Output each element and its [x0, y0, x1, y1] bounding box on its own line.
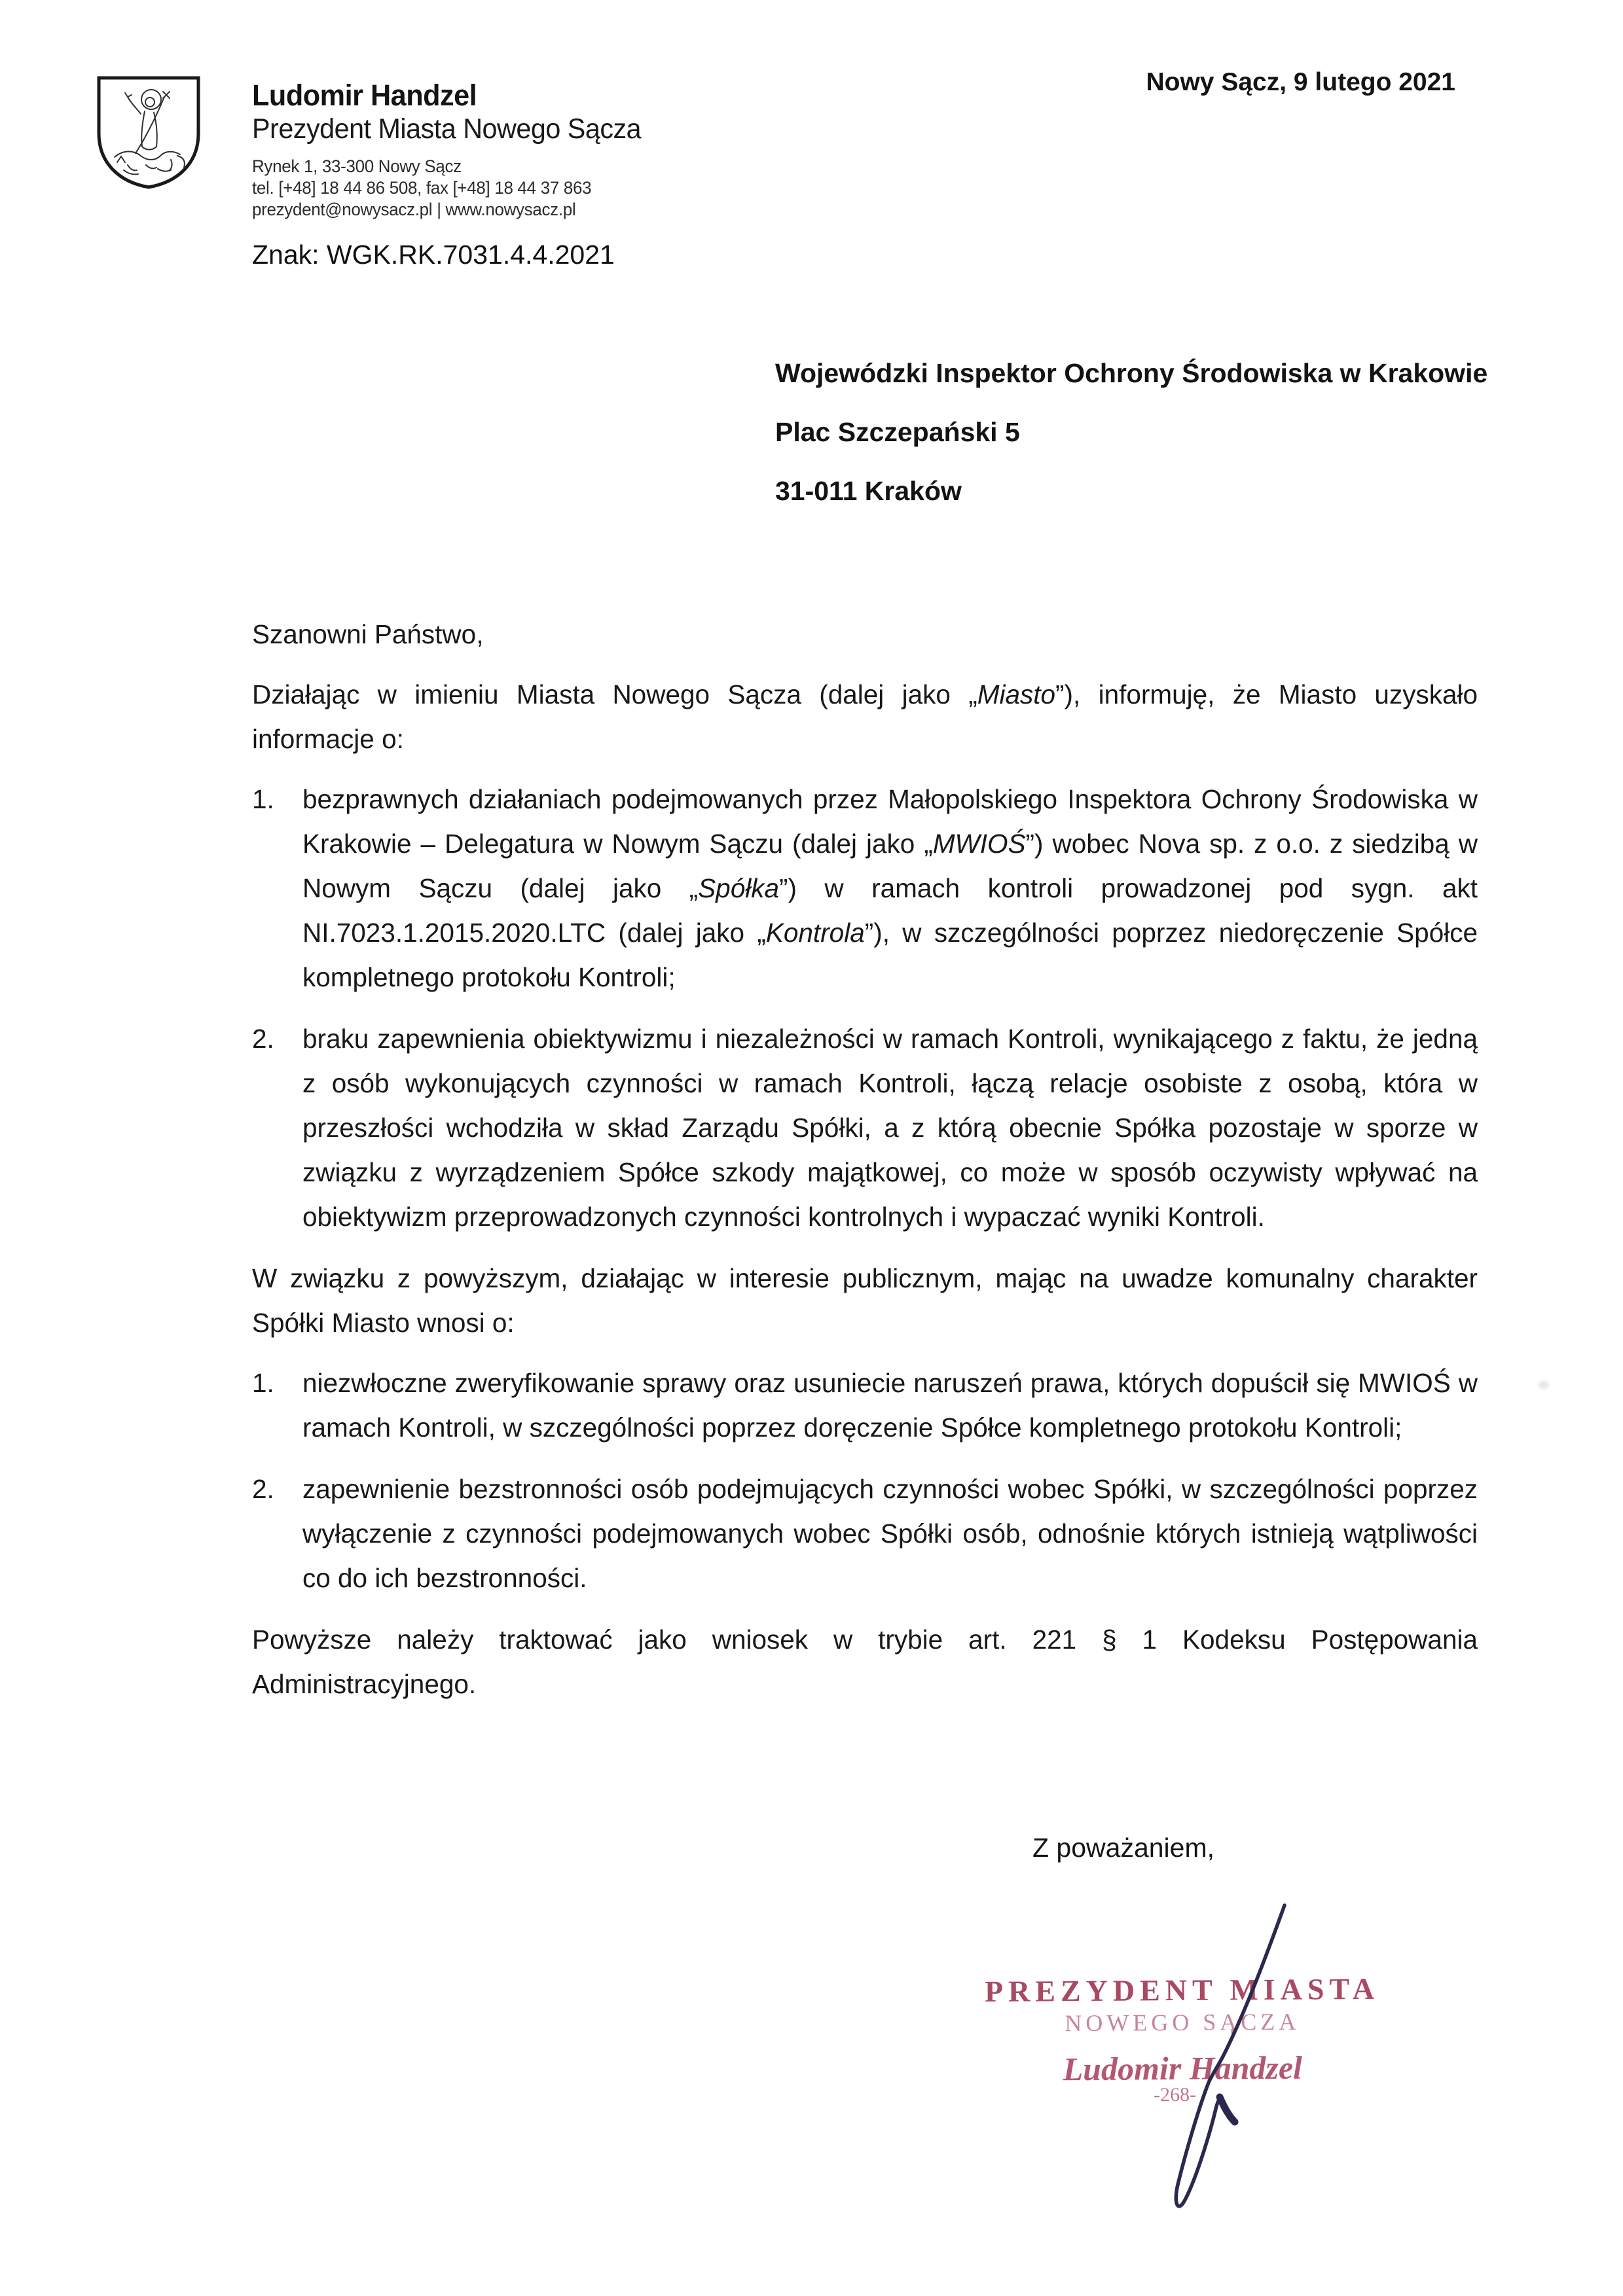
recipient-street: Plac Szczepański 5 [775, 417, 1020, 447]
list-item-number: 2. [252, 1024, 274, 1054]
recipient-city: 31-011 Kraków [775, 476, 962, 506]
list-item-text: niezwłoczne zweryfikowanie sprawy oraz usuniecie naruszeń prawa, których dopuścił się MWIOŚ w ramach Kontroli, w szczególności poprzez doręczenie Spółce kompletnego protokołu Kontroli; [302, 1368, 1478, 1443]
numbered-list-allegations [252, 777, 1478, 1239]
stamp-number-line: -268- [1153, 2083, 1197, 2106]
scan-artifact [1539, 1381, 1549, 1389]
closing-paragraph: Powyższe należy traktować jako wniosek w trybie art. 221 § 1 Kodeksu Postępowania Administracyjnego. [252, 1624, 1478, 1699]
list-item-text: braku zapewnienia obiektywizmu i niezależności w ramach Kontroli, wynikającego z faktu, że jedną z osób wykonujących czynności w ramach Kontroli, łączą relacje osobiste z osobą, która w przeszłości wchodziła w skład Zarządu Spółki, a z którą obecnie Spółka pozostaje w sporze w związku z wyrządzeniem Spółce szkody majątkowej, co może w sposób oczywisty wpływać na obiektywizm przeprowadzonych czynności kontrolnych i wypaczać wyniki Kontroli. [302, 1024, 1478, 1232]
sender-title: Prezydent Miasta Nowego Sącza [252, 113, 642, 145]
sender-name: Ludomir Handzel [252, 79, 477, 112]
numbered-list-requests [252, 1361, 1478, 1600]
intro-paragraph: Działając w imieniu Miasta Nowego Sącza (dalej jako „Miasto”), informuję, że Miasto uzyskało informacje o: [252, 679, 1478, 754]
coat-of-arms-icon [95, 73, 202, 191]
stamp-city-line: NOWEGO SĄCZA [1065, 2008, 1300, 2037]
sign-off: Z poważaniem, [1032, 1833, 1215, 1863]
letter-body [252, 612, 1478, 1722]
sender-email-web: prezydent@nowysacz.pl | www.nowysacz.pl [252, 200, 576, 219]
list-item [252, 1016, 1478, 1239]
list-item-text: zapewnienie bezstronności osób podejmujących czynności wobec Spółki, w szczególności poprzez wyłączenie z czynności podejmowanych wobec Spółki osób, odnośnie których istnieją wątpliwości co do ich bezstronności. [302, 1474, 1478, 1593]
list-item-number: 2. [252, 1474, 274, 1504]
list-item-text: bezprawnych działaniach podejmowanych przez Małopolskiego Inspektora Ochrony Środowiska w Krakowie – Delegatura w Nowym Sączu (dalej jako „MWIOŚ”) wobec Nova sp. z o.o. z siedzibą w Nowym Sączu (dalej jako „Spółka”) w ramach kontroli prowadzonej pod sygn. akt NI.7023.1.2015.2020.LTC (dalej jako „Kontrola”), w szczególności poprzez niedoręczenie Spółce kompletnego protokołu Kontroli; [302, 784, 1478, 992]
sender-contact-block [252, 156, 641, 221]
stamp-name-line: Ludomir Handzel [1063, 2049, 1303, 2088]
letterhead [252, 79, 641, 221]
handwritten-signature-icon [1113, 1885, 1309, 2225]
list-item-number: 1. [252, 1368, 274, 1398]
recipient-name: Wojewódzki Inspektor Ochrony Środowiska w Krakowie [775, 358, 1488, 388]
sender-address: Rynek 1, 33-300 Nowy Sącz [252, 156, 462, 176]
stamp-title-line: PREZYDENT MIASTA [984, 1971, 1380, 2009]
sender-phone: tel. [+48] 18 44 86 508, fax [+48] 18 44 37 863 [252, 178, 592, 198]
middle-paragraph: W związku z powyższym, działając w interesie publicznym, mając na uwadze komunalny charakter Spółki Miasto wnosi o: [252, 1263, 1478, 1338]
list-item [252, 1361, 1478, 1450]
reference-number: Znak: WGK.RK.7031.4.4.2021 [252, 240, 615, 270]
recipient-block [775, 359, 1487, 535]
letter-date: Nowy Sącz, 9 lutego 2021 [1146, 68, 1455, 96]
list-item [252, 777, 1478, 999]
list-item [252, 1467, 1478, 1600]
list-item-number: 1. [252, 784, 274, 814]
salutation: Szanowni Państwo, [252, 619, 484, 649]
